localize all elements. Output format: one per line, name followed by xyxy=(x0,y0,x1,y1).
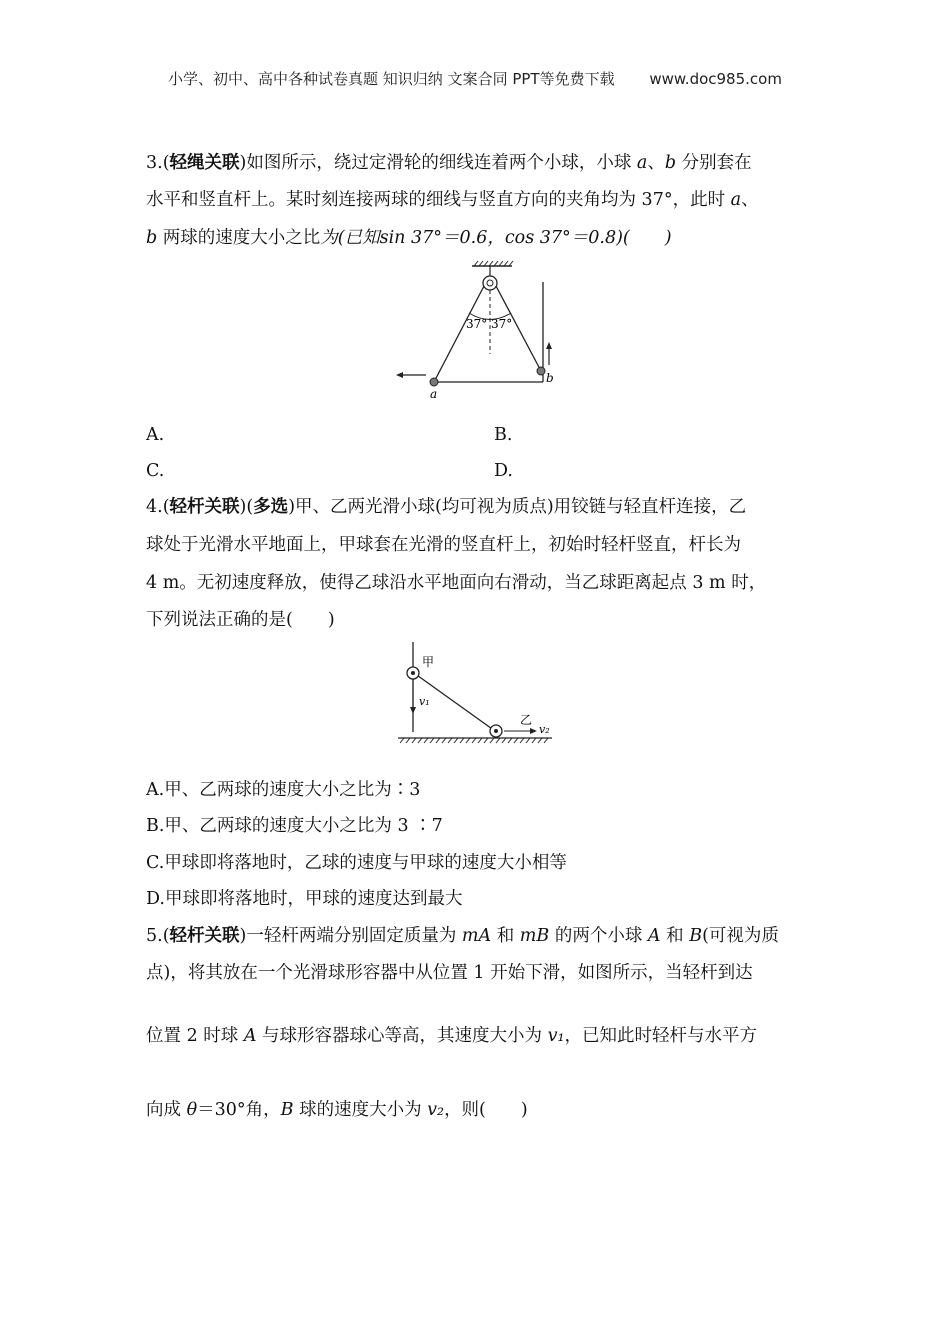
q3-option-c[interactable]: C. xyxy=(146,461,165,481)
q3-line-2: 水平和竖直杆上。某时刻连接两球的细线与竖直方向的夹角均为 37°，此时 a、 xyxy=(146,190,759,210)
q4-option-d[interactable]: D.甲球即将落地时，甲球的速度达到最大 xyxy=(146,889,463,909)
label-yi: 乙 xyxy=(520,713,533,727)
q4-option-b[interactable]: B.甲、乙两球的速度大小之比为 3 ∶7 xyxy=(146,816,443,836)
arrow-left-icon xyxy=(396,372,403,378)
label-v1: v₁ xyxy=(419,695,430,708)
q4-line-2: 球处于光滑水平地面上，甲球套在光滑的竖直杆上，初始时轻杆竖直，杆长为 xyxy=(146,535,741,555)
angle-left-label: 37° xyxy=(466,317,488,331)
label-jia: 甲 xyxy=(422,655,435,669)
pulley-icon xyxy=(483,276,497,290)
q4-line-1: 4.(轻杆关联)(多选)甲、乙两光滑小球(均可视为质点)用铰链与轻直杆连接，乙 xyxy=(146,497,747,517)
ball-b xyxy=(537,367,545,375)
q3-tag: 轻绳关联 xyxy=(169,153,240,173)
q4-line-3: 4 m。无初速度释放，使得乙球沿水平地面向右滑动，当乙球距离起点 3 m 时， xyxy=(146,573,767,593)
q4-rod-figure xyxy=(392,640,560,748)
label-v2: v₂ xyxy=(539,723,550,736)
label-b: b xyxy=(546,371,554,385)
q5-line-3: 位置 2 时球 A 与球形容器球心等高，其速度大小为 v₁，已知此时轻杆与水平方 xyxy=(146,1026,757,1046)
q3-line-1: 3.(轻绳关联)如图所示，绕过定滑轮的细线连着两个小球，小球 a、b 分别套在 xyxy=(146,153,752,173)
q4-option-c[interactable]: C.甲球即将落地时，乙球的速度与甲球的速度大小相等 xyxy=(146,853,567,873)
label-a: a xyxy=(430,387,438,401)
q5-line-4: 向成 θ＝30°角，B 球的速度大小为 v₂，则( ) xyxy=(146,1100,528,1120)
q3-option-d[interactable]: D. xyxy=(494,461,513,481)
q3-line-3: b 两球的速度大小之比为(已知sin 37°＝0.6，cos 37°＝0.8)( ) xyxy=(146,228,672,248)
page-header xyxy=(0,68,950,89)
arrow-down-icon xyxy=(410,707,416,714)
q3-option-a[interactable]: A. xyxy=(146,425,165,445)
angle-right-label: 37° xyxy=(491,317,513,331)
arrow-up-icon xyxy=(546,342,552,349)
q3-pulley-figure xyxy=(390,258,565,403)
header-url[interactable]: www.doc985.com xyxy=(649,70,782,88)
arrow-right-icon xyxy=(530,728,537,734)
q3-option-b[interactable]: B. xyxy=(494,425,513,445)
ball-a xyxy=(430,378,438,386)
q4-option-a[interactable]: A.甲、乙两球的速度大小之比为∶3 xyxy=(146,780,421,800)
q4-line-4: 下列说法正确的是( ) xyxy=(146,610,335,630)
header-text: 小学、初中、高中各种试卷真题 知识归纳 文案合同 PPT等免费下载 xyxy=(168,70,615,88)
q5-line-1: 5.(轻杆关联)一轻杆两端分别固定质量为 mA 和 mB 的两个小球 A 和 B(可视为质 xyxy=(146,926,779,946)
q5-line-2: 点)，将其放在一个光滑球形容器中从位置 1 开始下滑，如图所示，当轻杆到达 xyxy=(146,963,753,983)
